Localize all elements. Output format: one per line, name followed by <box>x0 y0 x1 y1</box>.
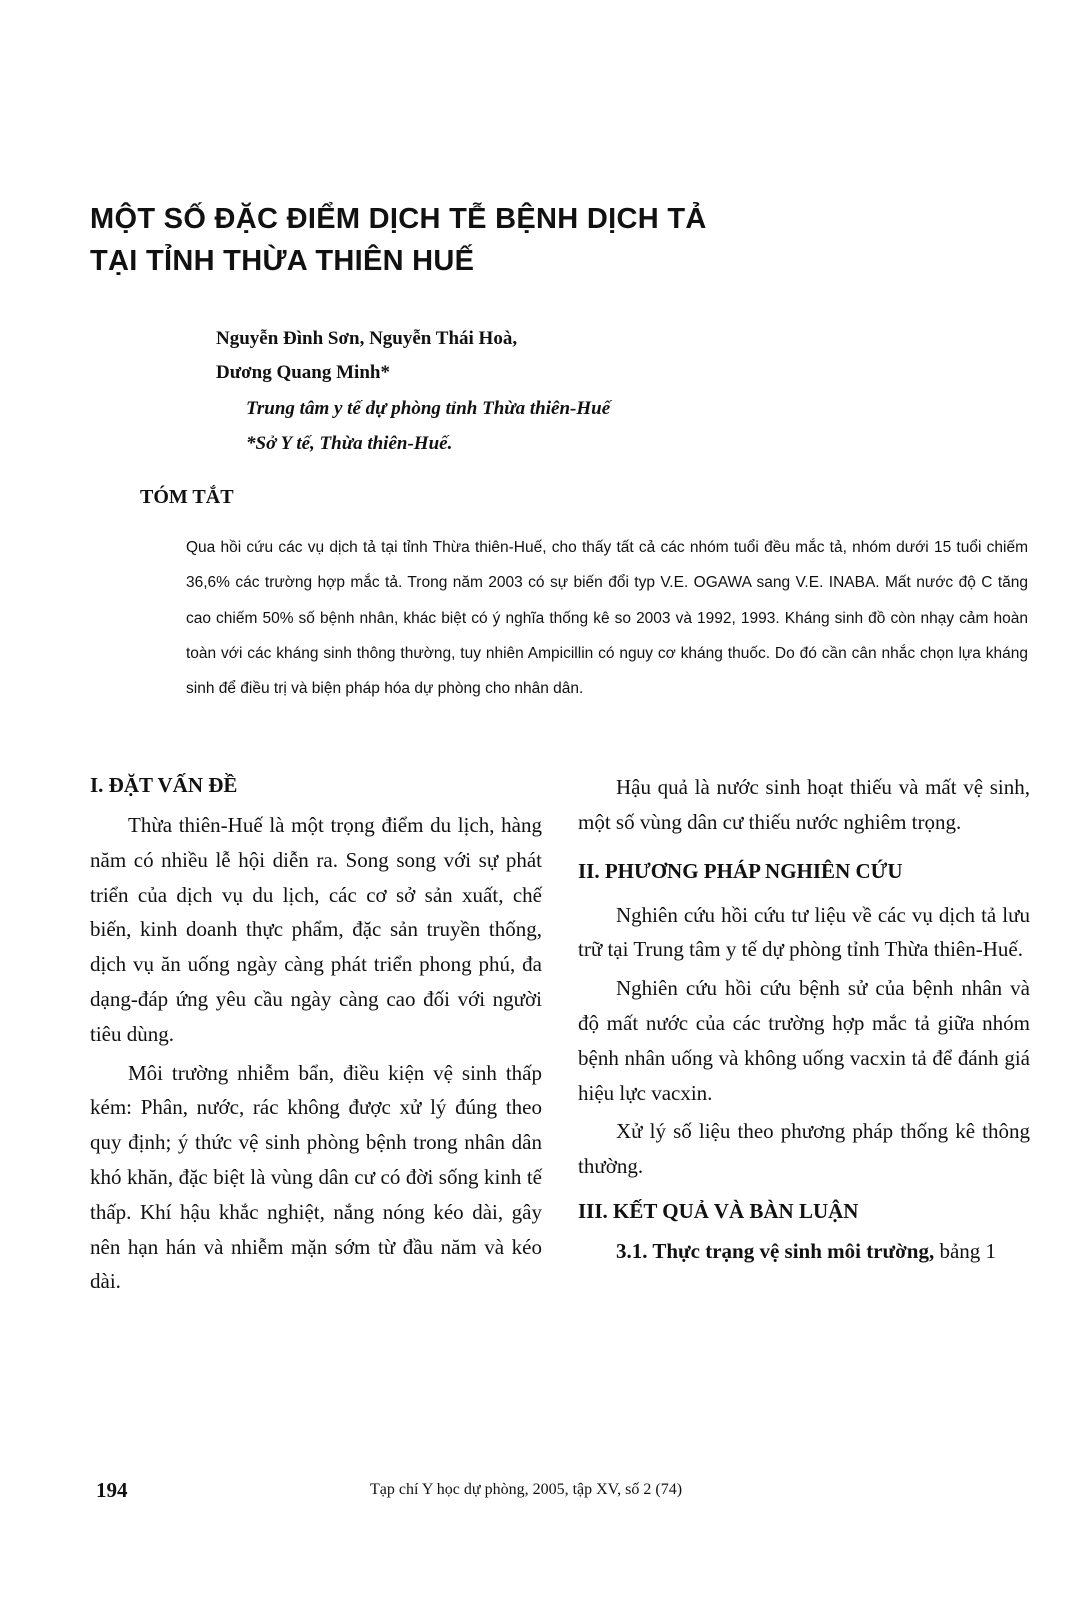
article-title-line-2: TẠI TỈNH THỪA THIÊN HUẾ <box>90 245 475 277</box>
section-2-paragraph-1: Nghiên cứu hồi cứu tư liệu về các vụ dịch tả lưu trữ tại Trung tâm y tế dự phòng tỉnh Thừa thiên-Huế. <box>578 902 1030 962</box>
subsection-3-1 <box>578 1234 1030 1269</box>
journal-citation: Tạp chí Y học dự phòng, 2005, tập XV, số 2 (74) <box>370 1481 683 1498</box>
author-list <box>216 322 916 390</box>
section-2-paragraph-2: Nghiên cứu hồi cứu bệnh sử của bệnh nhân và độ mất nước của các trường hợp mắc tả giữa nhóm bệnh nhân uống và không uống vacxin tả để đánh giá hiệu lực vacxin. <box>578 976 1030 1105</box>
page-number: 194 <box>96 1478 128 1502</box>
section-2-heading: II. PHƯƠNG PHÁP NGHIÊN CỨU <box>578 858 903 883</box>
section-3-heading: III. KẾT QUẢ VÀ BÀN LUẬN <box>578 1198 859 1223</box>
article-title-line-1: MỘT SỐ ĐẶC ĐIỂM DỊCH TỄ BỆNH DỊCH TẢ <box>90 203 707 235</box>
abstract-text: Qua hồi cứu các vụ dịch tả tại tỉnh Thừa thiên-Huế, cho thấy tất cả các nhóm tuổi đều mắc tả, nhóm dưới 15 tuổi chiếm 36,6% các trường hợp mắc tả. Trong năm 2003 có sự biến đổi typ V.E. OGAWA sang V.E. INABA. Mất nước độ C tăng cao chiếm 50% số bệnh nhân, khác biệt có ý nghĩa thống kê so 2003 và 1992, 1993. Kháng sinh đồ còn nhạy cảm hoàn toàn với các kháng sinh thông thường, tuy nhiên Ampicillin có nguy cơ kháng thuốc. Do đó cần cân nhắc chọn lựa kháng sinh để điều trị và biện pháp hóa dự phòng cho nhân dân. <box>186 539 1028 698</box>
author-line-2: Dương Quang Minh* <box>216 362 390 383</box>
author-line-1: Nguyễn Đình Sơn, Nguyễn Thái Hoà, <box>216 328 518 349</box>
affiliation-line-2: *Sở Y tế, Thừa thiên-Huế. <box>246 433 453 454</box>
abstract-heading: TÓM TẮT <box>140 486 234 508</box>
section-2-paragraph-3: Xử lý số liệu theo phương pháp thống kê thông thường. <box>578 1119 1030 1179</box>
subsection-3-1-title: 3.1. Thực trạng vệ sinh môi trường, <box>616 1238 935 1263</box>
section-1-paragraph-1: Thừa thiên-Huế là một trọng điểm du lịch, hàng năm có nhiều lễ hội diễn ra. Song song với sự phát triển của dịch vụ du lịch, các cơ sở sản xuất, chế biến, kinh doanh thực phẩm, đặc sản truyền thống, dịch vụ ăn uống ngày càng phát triển phong phú, đa dạng-đáp ứng yêu cầu ngày càng cao đối với người tiêu dùng. <box>90 813 542 1046</box>
affiliation-line-1: Trung tâm y tế dự phòng tỉnh Thừa thiên-Huế <box>246 398 611 419</box>
affiliations <box>246 391 946 461</box>
article-title <box>90 198 890 282</box>
right-column <box>578 770 1030 1269</box>
section-1-paragraph-2: Môi trường nhiễm bẩn, điều kiện vệ sinh thấp kém: Phân, nước, rác không được xử lý đúng theo quy định; ý thức vệ sinh phòng bệnh trong nhân dân khó khăn, đặc biệt là vùng dân cư có đời sống kinh tế thấp. Khí hậu khắc nghiệt, nắng nóng kéo dài, gây nên hạn hán và nhiễm mặn sớm từ đầu năm và kéo dài. <box>90 1060 542 1294</box>
subsection-3-1-text: bảng 1 <box>939 1238 997 1263</box>
left-column <box>90 768 542 1299</box>
section-1-paragraph-3: Hậu quả là nước sinh hoạt thiếu và mất vệ sinh, một số vùng dân cư thiếu nước nghiêm trọng. <box>578 775 1030 834</box>
section-1-heading: I. ĐẶT VẤN ĐỀ <box>90 773 238 797</box>
